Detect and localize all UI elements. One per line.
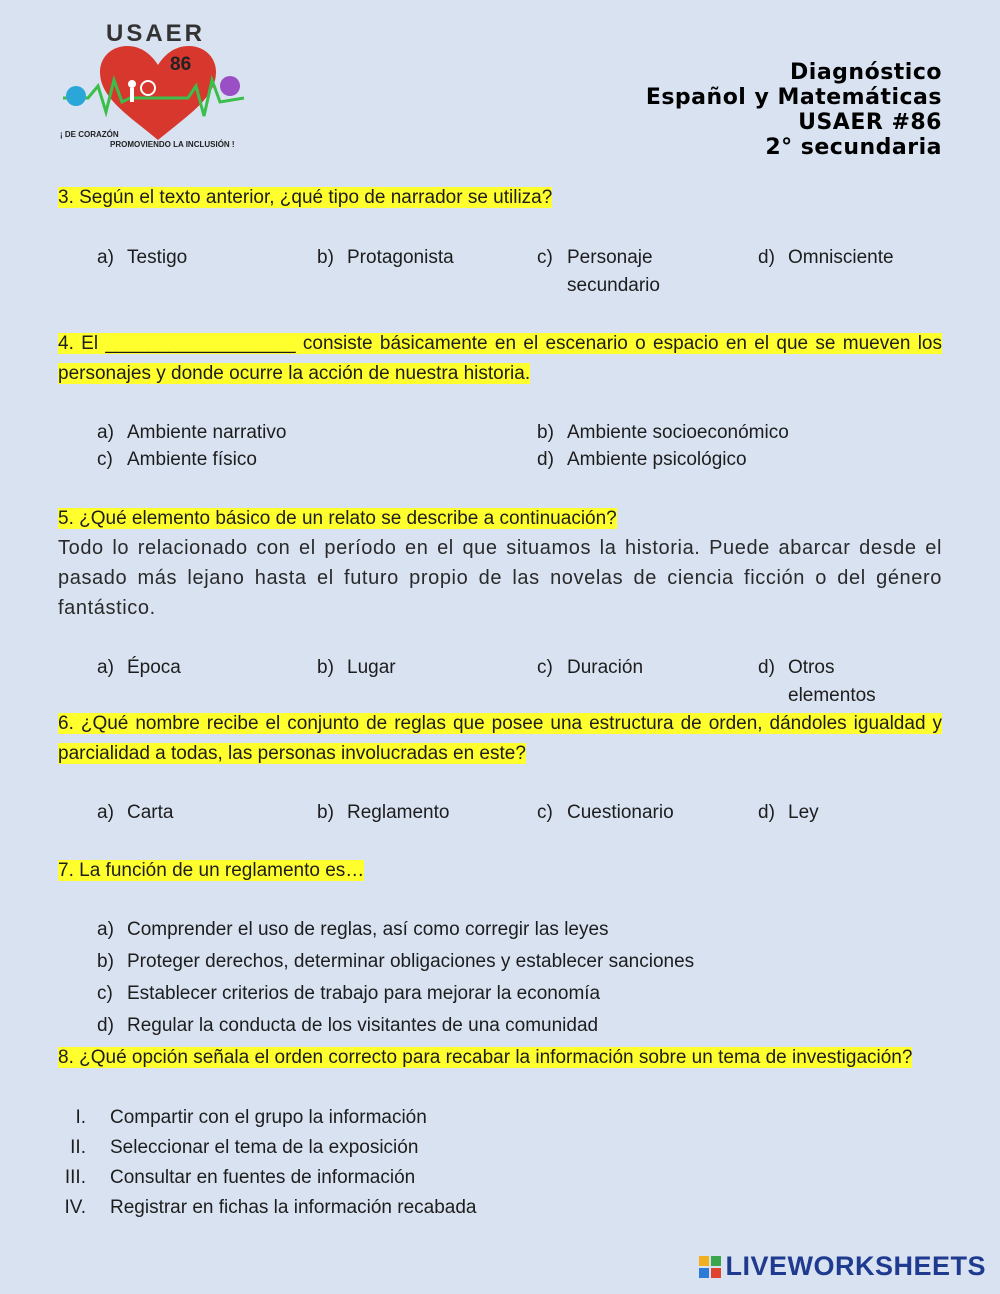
header-title: Diagnóstico <box>790 60 942 85</box>
q4-option-b[interactable]: b) Ambiente socioeconómico <box>537 422 789 443</box>
question-5-text: 5. ¿Qué elemento básico de un relato se describe a continuación? <box>58 508 617 529</box>
liveworksheets-text: LIVEWORKSHEETS <box>725 1251 986 1281</box>
q6-option-c[interactable]: c) Cuestionario <box>537 802 674 823</box>
q3-option-a[interactable]: a) Testigo <box>97 247 188 268</box>
header-subject: Español y Matemáticas <box>645 85 942 110</box>
q6-option-d[interactable]: d) Ley <box>758 802 819 823</box>
question-8 <box>58 1043 942 1073</box>
question-7-text: 7. La función de un reglamento es… <box>58 860 365 881</box>
q7-option-b[interactable]: b) Proteger derechos, determinar obligaciones y establecer sanciones <box>97 951 695 972</box>
question-4 <box>58 329 942 389</box>
q3-option-c[interactable]: c) Personaje secundario <box>537 247 660 296</box>
q5-option-c[interactable]: c) Duración <box>537 657 644 678</box>
q7-option-c[interactable]: c) Establecer criterios de trabajo para mejorar la economía <box>97 983 601 1004</box>
question-4-text: 4. El __________________ consiste básicamente en el escenario o espacio en el que se mueven los personajes y donde ocurre la acción de nuestra historia. <box>58 333 942 384</box>
liveworksheets-watermark <box>699 1251 986 1282</box>
q4-option-d[interactable]: d) Ambiente psicológico <box>537 449 747 470</box>
q3-option-b[interactable]: b) Protagonista <box>317 247 454 268</box>
q8-item-3[interactable]: III. Consultar en fuentes de información <box>64 1167 416 1188</box>
q6-option-a[interactable]: a) Carta <box>97 802 174 823</box>
logo-title: USAER <box>106 20 206 47</box>
header-school: USAER #86 <box>798 110 942 135</box>
logo-tagline-2: PROMOVIENDO LA INCLUSIÓN ! <box>110 140 235 149</box>
question-3 <box>58 183 552 213</box>
question-6-text: 6. ¿Qué nombre recibe el conjunto de reglas que posee una estructura de orden, dándoles igualdad y parcialidad a todas, las personas involucradas en este? <box>58 713 942 764</box>
question-3-text: 3. Según el texto anterior, ¿qué tipo de narrador se utiliza? <box>58 187 553 208</box>
q5-option-a[interactable]: a) Época <box>97 657 181 678</box>
q3-option-d[interactable]: d) Omnisciente <box>758 247 894 268</box>
question-5-passage: Todo lo relacionado con el período en el que situamos la historia. Puede abarcar desde el pasado más lejano hasta el futuro propio de las novelas de ciencia ficción o del género fantástico. <box>58 537 942 619</box>
question-5 <box>58 504 617 534</box>
q6-option-b[interactable]: b) Reglamento <box>317 802 450 823</box>
q4-option-a[interactable]: a) Ambiente narrativo <box>97 422 287 443</box>
logo-tagline-1: ¡ DE CORAZÓN <box>60 130 119 139</box>
question-8-text: 8. ¿Qué opción señala el orden correcto para recabar la información sobre un tema de investigación? <box>58 1047 913 1068</box>
q5-option-d[interactable]: d) Otros elementos <box>758 657 876 706</box>
usaer-logo <box>58 20 258 160</box>
question-7 <box>58 856 364 886</box>
logo-number: 86 <box>170 54 192 75</box>
liveworksheets-logo-icon <box>699 1256 721 1278</box>
q8-item-4[interactable]: IV. Registrar en fichas la información recabada <box>64 1197 477 1218</box>
question-6 <box>58 709 942 769</box>
header-grade: 2° secundaria <box>765 135 942 160</box>
q8-item-2[interactable]: II. Seleccionar el tema de la exposición <box>70 1137 419 1158</box>
q8-item-1[interactable]: I. Compartir con el grupo la información <box>75 1107 427 1128</box>
q4-option-c[interactable]: c) Ambiente físico <box>97 449 257 470</box>
q5-option-b[interactable]: b) Lugar <box>317 657 396 678</box>
q7-option-a[interactable]: a) Comprender el uso de reglas, así como corregir las leyes <box>97 919 609 940</box>
q7-option-d[interactable]: d) Regular la conducta de los visitantes de una comunidad <box>97 1015 599 1036</box>
worksheet-header <box>646 60 942 160</box>
